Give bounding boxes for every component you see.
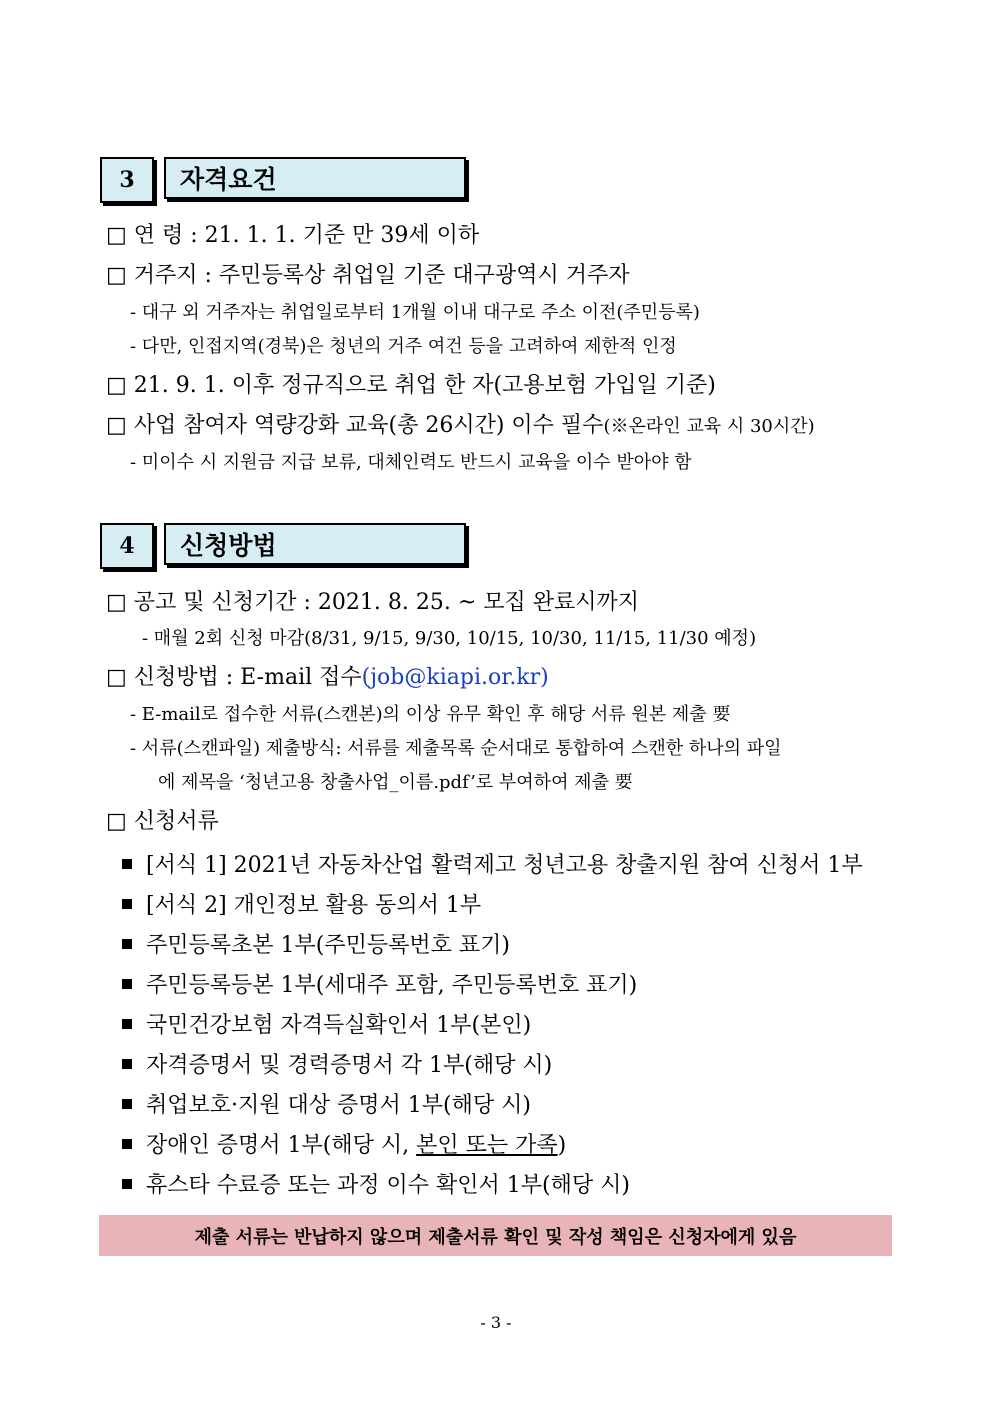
documents-heading: □ 신청서류 (106, 809, 219, 834)
bullet-icon (122, 1019, 132, 1029)
section-title: 신청방법 (164, 523, 466, 565)
document-item: 주민등록등본 1부(세대주 포함, 주민등록번호 표기) (122, 968, 637, 999)
education-text: □ 사업 참여자 역량강화 교육(총 26시간) 이수 필수 (106, 413, 604, 438)
section-number: 3 (100, 157, 154, 203)
age-requirement: □ 연 령 : 21. 1. 1. 기준 만 39세 이하 (106, 223, 480, 248)
document-item: [서식 2] 개인정보 활용 동의서 1부 (122, 888, 481, 919)
bullet-icon (122, 1059, 132, 1069)
document-item: [서식 1] 2021년 자동차산업 활력제고 청년고용 창출지원 참여 신청서 1부 (122, 848, 863, 879)
notice-banner: 제출 서류는 반납하지 않으며 제출서류 확인 및 작성 책임은 신청자에게 있음 (99, 1215, 892, 1256)
document-item: 장애인 증명서 1부(해당 시, 본인 또는 가족) (122, 1128, 566, 1159)
email-address: (job@kiapi.or.kr) (361, 665, 549, 690)
bullet-icon (122, 1139, 132, 1149)
underlined-text: 본인 또는 가족 (416, 1133, 558, 1158)
document-item: 취업보호·지원 대상 증명서 1부(해당 시) (122, 1088, 531, 1119)
method-note-1: - E-mail로 접수한 서류(스캔본)의 이상 유무 확인 후 해당 서류 원본 제출 要 (130, 704, 731, 725)
page-number: - 3 - (480, 1313, 512, 1332)
application-period-note: - 매월 2회 신청 마감(8/31, 9/15, 9/30, 10/15, 10/30, 11/15, 11/30 예정) (142, 628, 757, 649)
bullet-icon (122, 1179, 132, 1189)
document-item: 국민건강보험 자격득실확인서 1부(본인) (122, 1008, 531, 1039)
residence-requirement: □ 거주지 : 주민등록상 취업일 기준 대구광역시 거주자 (106, 263, 630, 288)
bullet-icon (122, 939, 132, 949)
bullet-icon (122, 859, 132, 869)
bullet-icon (122, 979, 132, 989)
document-item: 휴스타 수료증 또는 과정 이수 확인서 1부(해당 시) (122, 1168, 630, 1199)
residence-note-1: - 대구 외 거주자는 취업일로부터 1개월 이내 대구로 주소 이전(주민등록) (130, 302, 700, 323)
method-label: □ 신청방법 : E-mail 접수 (106, 665, 362, 690)
education-requirement (106, 408, 815, 439)
residence-note-2: - 다만, 인접지역(경북)은 청년의 거주 여건 등을 고려하여 제한적 인정 (130, 336, 677, 357)
bullet-icon (122, 899, 132, 909)
method-note-2a: - 서류(스캔파일) 제출방식: 서류를 제출목록 순서대로 통합하여 스캔한 하나의 파일 (130, 738, 782, 759)
document-item: 주민등록초본 1부(주민등록번호 표기) (122, 928, 510, 959)
bullet-icon (122, 1099, 132, 1109)
method-note-2b: 에 제목을 ‘청년고용 창출사업_이름.pdf’로 부여하여 제출 要 (158, 772, 633, 793)
education-note: - 미이수 시 지원금 지급 보류, 대체인력도 반드시 교육을 이수 받아야 함 (130, 452, 692, 473)
education-online-note: (※온라인 교육 시 30시간) (603, 416, 815, 437)
document-item: 자격증명서 및 경력증명서 각 1부(해당 시) (122, 1048, 552, 1079)
section-title: 자격요건 (164, 157, 466, 199)
employment-requirement: □ 21. 9. 1. 이후 정규직으로 취업 한 자(고용보험 가입일 기준) (106, 373, 716, 398)
section-number: 4 (100, 523, 154, 569)
application-method (106, 660, 549, 691)
application-period: □ 공고 및 신청기간 : 2021. 8. 25. ~ 모집 완료시까지 (106, 590, 640, 615)
